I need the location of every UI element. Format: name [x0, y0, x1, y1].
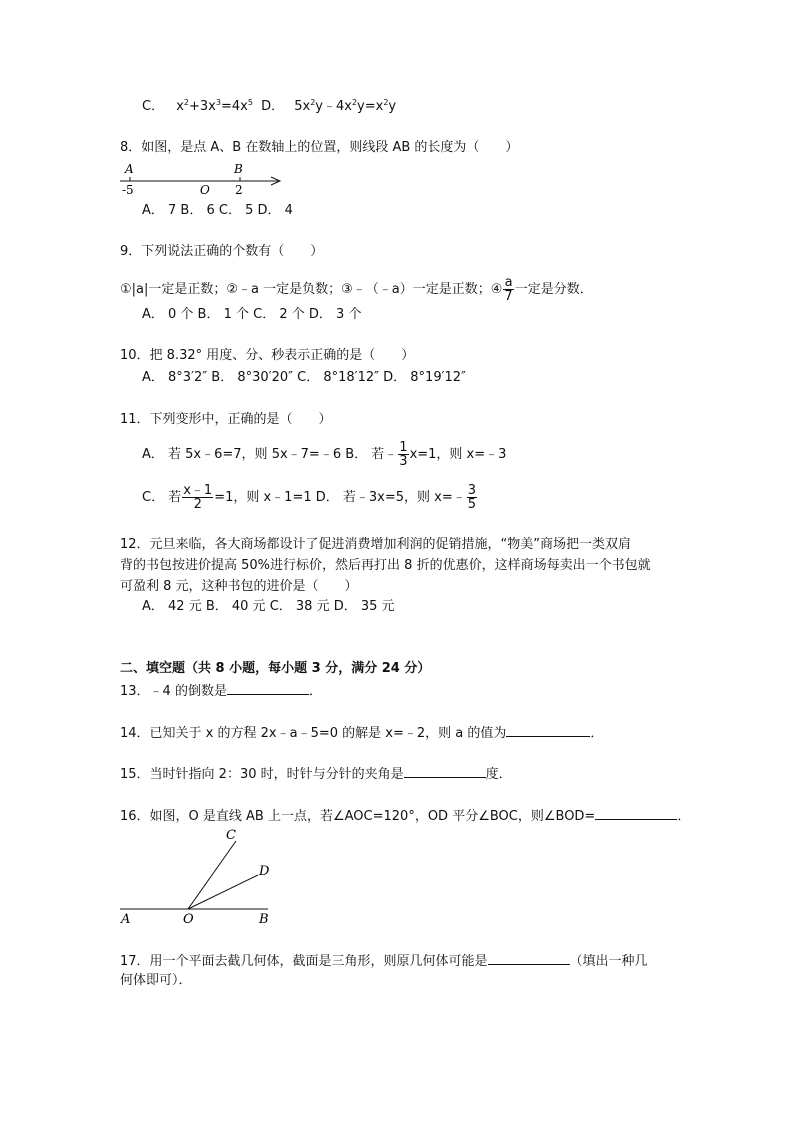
q14-text: 14．已知关于 x 的方程 2x﹣a﹣5=0 的解是 x=﹣2，则 a 的值为 [120, 726, 507, 741]
q9-statements-part1: ①|a|一定是正数；②﹣a 一定是负数；③﹣（﹣a）一定是正数；④ [120, 282, 503, 297]
q11-options-cd [142, 484, 478, 511]
q13-period: ． [308, 684, 322, 699]
q7-option-c-label: C． [142, 99, 165, 114]
q7-option-c-expression: $x^2+3x^3=4x^5$ [176, 98, 253, 114]
q16 [120, 807, 690, 825]
q15-unit: 度． [485, 767, 512, 782]
q16-angle-figure [112, 825, 282, 925]
q11-fraction-1-over-3: $\frac{1}{3}$ [399, 440, 408, 469]
q13-text: 13．﹣4 的倒数是 [120, 684, 227, 699]
q12-options: A． 42 元 B． 40 元 C． 38 元 D． 35 元 [142, 599, 395, 614]
q11-options-ab-part1: A． 若 5x﹣6=7，则 5x﹣7=﹣6 B． 若﹣ [142, 447, 398, 462]
q15-answer-blank[interactable] [404, 765, 486, 778]
label-o: O [183, 912, 194, 925]
q13 [120, 682, 322, 700]
q9-statements [120, 276, 593, 303]
q11-text: 11．下列变形中，正确的是（ ） [120, 412, 332, 427]
q11-fraction-3-over-5: $\frac{3}{5}$ [467, 483, 477, 512]
q8-options: A． 7 B． 6 C． 5 D． 4 [142, 203, 293, 218]
q8-text: 8．如图，是点 A、B 在数轴上的位置，则线段 AB 的长度为（ ） [120, 140, 519, 155]
q17-answer-blank[interactable] [488, 952, 570, 965]
q12-line3: 可盈利 8 元，这种书包的进价是（ ） [120, 579, 358, 594]
q17-line2: 何体即可）． [120, 973, 192, 988]
q9-statements-part2: 一定是分数． [514, 282, 593, 297]
ray-od [188, 875, 258, 909]
q12-line2: 背的书包按进价提高 50%进行标价，然后再打出 8 折的优惠价，这样商场每卖出一个书包就 [120, 558, 651, 573]
q11-fraction-x-minus-1-over-2: $\frac{x﹣1}{2}$ [183, 483, 213, 512]
q11-options-ab-part2: x=1，则 x=﹣3 [409, 447, 507, 462]
label-d: D [259, 864, 270, 879]
label-b: B [234, 162, 243, 176]
q16-period: ． [677, 809, 691, 824]
q7-options-cd [142, 99, 396, 115]
q7-option-d-expression: $5x^2y﹣4x^2y=x^2y$ [294, 98, 397, 114]
q15-text: 15．当时针指向 2：30 时，时针与分针的夹角是 [120, 767, 404, 782]
q10-options: A． 8°3′2″ B． 8°30′20″ C． 8°18′12″ D． 8°19′12″ [142, 370, 466, 385]
q11-options-cd-part1: C． 若 [142, 490, 182, 505]
q15 [120, 765, 512, 783]
q17-text: 17．用一个平面去截几何体，截面是三角形，则原几何体可能是 [120, 954, 488, 969]
q9-options: A． 0 个 B． 1 个 C． 2 个 D． 3 个 [142, 307, 362, 322]
section2-title: 二、填空题（共 8 小题，每小题 3 分，满分 24 分） [120, 661, 431, 676]
label-o: O [200, 183, 210, 197]
tick-label-2: 2 [235, 183, 243, 197]
q17-line1 [120, 952, 648, 970]
q13-answer-blank[interactable] [227, 682, 309, 695]
q14 [120, 724, 603, 742]
ray-oc [188, 841, 236, 909]
q14-answer-blank[interactable] [506, 724, 590, 737]
tick-label-neg5: -5 [122, 183, 134, 197]
q9-text: 9．下列说法正确的个数有（ ） [120, 244, 324, 259]
label-c: C [226, 828, 236, 843]
label-b: B [259, 912, 269, 925]
label-a: A [125, 162, 134, 176]
q16-answer-blank[interactable] [595, 807, 677, 820]
q11-options-ab [142, 441, 506, 468]
q17-hint: （填出一种几 [569, 954, 648, 969]
q11-options-cd-part2: =1，则 x﹣1=1 D． 若﹣3x=5，则 x=﹣ [214, 490, 466, 505]
q12-line1: 12．元旦来临，各大商场都设计了促进消费增加利润的促销措施，“物美”商场把一类双肩 [120, 537, 632, 552]
q16-text: 16．如图，O 是直线 AB 上一点，若∠AOC=120°，OD 平分∠BOC，则∠BOD= [120, 809, 596, 824]
q9-fraction-a-over-7: $\frac{a}{7}$ [504, 275, 513, 304]
q7-option-d-label: D． [261, 99, 285, 114]
label-a: A [121, 912, 131, 925]
q14-period: ． [590, 726, 604, 741]
q10-text: 10．把 8.32° 用度、分、秒表示正确的是（ ） [120, 348, 415, 363]
q8-number-line-figure [112, 158, 292, 198]
